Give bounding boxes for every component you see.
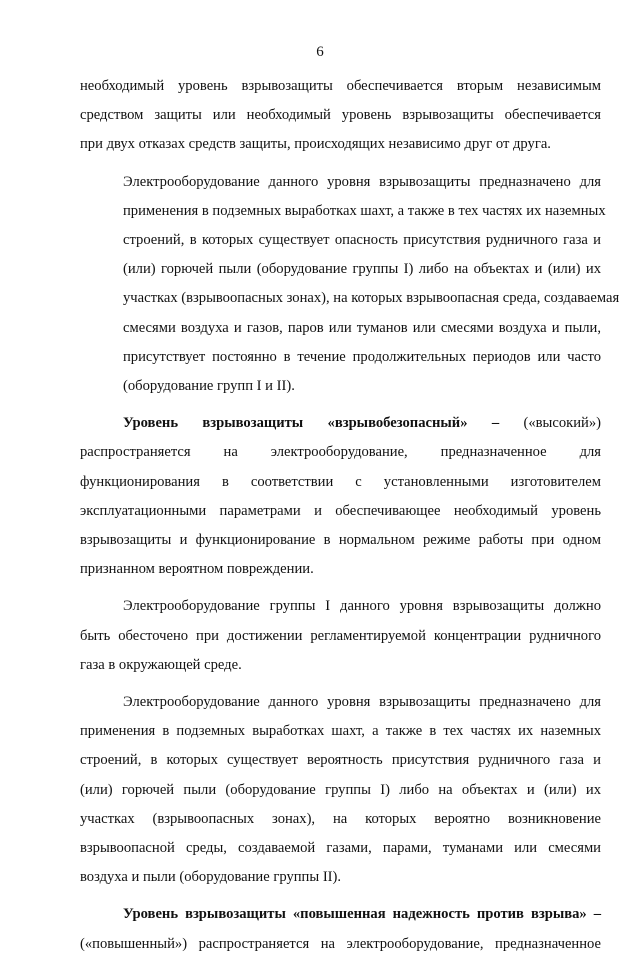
text-line: (оборудование групп I и II). [123,378,295,395]
bold-term: Уровень взрывозащиты «повышенная надежность против взрыва» – [123,906,601,923]
text-line: применения в подземных выработках шахт, а также в тех частях их наземных [80,723,601,740]
paragraph-2 [80,168,620,402]
paragraph-6 [80,900,601,958]
bold-term: Уровень взрывозащиты «взрывобезопасный» – [123,415,500,432]
paragraph-4 [80,592,601,680]
text-line: при двух отказах средств защиты, происходящих независимо друг от друга. [80,136,551,153]
text-line: (или) горючей пыли (оборудование группы I) либо на объектах и (или) их [80,781,601,798]
text-line: Электрооборудование данного уровня взрывозащиты предназначено для [123,173,601,190]
text-line: участках (взрывоопасных зонах), на которых взрывоопасная среда, создаваемая [123,290,620,307]
text-line: средством защиты или необходимый уровень взрывозащиты обеспечивается [80,107,601,124]
text-line: участках (взрывоопасных зонах), на которых вероятно возникновение [80,810,601,827]
text-line: воздуха и пыли (оборудование группы II). [80,869,342,886]
text-line: взрывозащиты и функционирование в нормальном режиме работы при одном [80,532,601,549]
text-line: эксплуатационными параметрами и обеспечивающее необходимый уровень [80,502,601,519]
text-line: (или) горючей пыли (оборудование группы I) либо на объектах и (или) их [123,261,601,278]
text-line [80,409,601,438]
text-line: строений, в которых существует опасность присутствия рудничного газа и [123,232,601,249]
text-line: быть обесточено при достижении регламентируемой концентрации рудничного [80,627,601,644]
text-line: смесями воздуха и газов, паров или туманов или смесями воздуха и пыли, [123,319,601,336]
text-line: Электрооборудование группы I данного уровня взрывозащиты должно [123,598,601,615]
paragraph-3 [80,409,601,584]
text-line: функционирования в соответствии с установленными изготовителем [80,473,601,490]
text-line: распространяется на электрооборудование, предназначенное для [80,444,601,461]
text-line: строений, в которых существует вероятность присутствия рудничного газа и [80,752,601,769]
paragraph-1 [80,72,601,160]
paragraph-5 [80,688,601,892]
text-line: («повышенный») распространяется на электрооборудование, предназначенное [80,935,601,952]
text-line: газа в окружающей среде. [80,656,242,673]
text-line: применения в подземных выработках шахт, а также в тех частях их наземных [123,202,606,219]
text-line: взрывоопасной среды, создаваемой газами, парами, туманами или смесями [80,840,601,857]
text-line: присутствует постоянно в течение продолжительных периодов или часто [123,348,601,365]
text-line: признанном вероятном повреждении. [80,561,314,578]
page-number: 6 [316,44,324,60]
text-line: необходимый уровень взрывозащиты обеспечивается вторым независимым [80,78,601,94]
document-body [80,72,620,959]
term-qualifier: («высокий») [523,415,601,432]
text-line: Электрооборудование данного уровня взрывозащиты предназначено для [123,694,601,711]
